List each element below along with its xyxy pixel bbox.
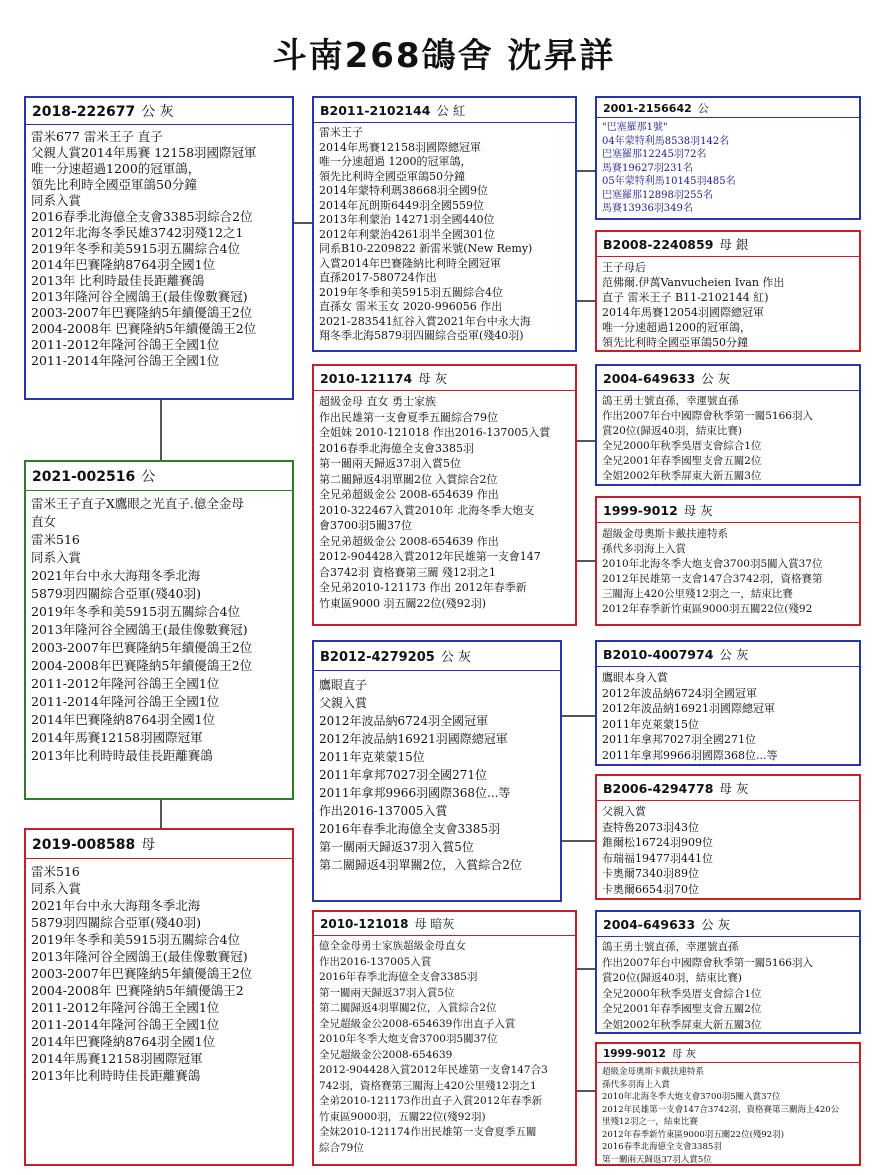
achievement-list (597, 118, 859, 219)
ring-number: B2008-2240859 (603, 237, 714, 252)
achievement-line: 2016春季北海億全支會3385羽綜合2位 (31, 209, 253, 224)
achievement-line: 5879羽四關綜合亞軍(殘40羽) (31, 586, 201, 601)
achievement-line: 04年蒙特利馬8538羽142名 (602, 135, 730, 147)
achievement-line: 全兄超級金公2008-654639作出直子入賞 (319, 1017, 516, 1030)
achievement-line: 2011年克萊蒙15位 (319, 750, 425, 764)
achievement-line: 全兄2000年秋季吳厝支會綜合1位 (602, 440, 762, 452)
ring-number: 2010-121174 (320, 371, 413, 386)
achievement-line: 2003-2007年巴賽隆納5年續優鴿王2位 (31, 640, 253, 655)
achievement-line: 全姐妹 2010-121018 作出2016-137005入賞 (319, 426, 551, 439)
achievement-line: 第二關歸返4羽單關2位，入賞綜合2位 (319, 858, 522, 872)
achievement-line: 2014年巴賽隆納8764羽全國1位 (31, 257, 216, 272)
achievement-line: 2016春季北海億全支會3385羽 (602, 1142, 722, 1152)
pedigree-box-dam-great-grandsire (595, 640, 861, 766)
achievement-line: 2019年冬季和美5915羽五關綜合4位 (31, 604, 241, 619)
ring-number: 2001-2156642 (603, 102, 692, 115)
achievement-line: 2012年春季新竹東區9000羽五關22位(殘92羽) (602, 1129, 785, 1140)
achievement-line: 雷米王子 (319, 126, 363, 139)
achievement-line: 會3700羽5關37位 (319, 519, 412, 532)
achievement-line: 查特魯2073羽43位 (602, 820, 699, 834)
achievement-line: 2021-283541紅谷入賞2021年台中永大海 (319, 314, 531, 328)
achievement-line: 孫代多羽海上入賞 (602, 1079, 671, 1090)
achievement-line: 竹東區9000羽，五關22位(殘92羽) (319, 1110, 486, 1123)
achievement-line: 領先比利時全國亞軍鴿50分鐘 (31, 177, 197, 192)
achievement-line: 作出2007年台中國際會秋季第一關5166羽入 (602, 956, 813, 969)
achievement-line: 2011-2012年隆河谷鴿王全國1位 (31, 337, 220, 352)
achievement-line: 超級金母奧斯卡戴扶連特系 (602, 528, 728, 540)
achievement-line: 2016年春季北海億全支會3385羽 (319, 971, 478, 983)
page-title: 斗南268鴿舍 沈昇詳 (272, 36, 616, 76)
achievement-line: 巴塞羅那12898羽255名 (602, 189, 713, 201)
achievement-line: 2012年波品納6724羽全國冠軍 (319, 714, 489, 728)
ring-number: 2018-222677 (32, 104, 136, 120)
achievement-line: 竹東區9000 羽五關22位(殘92羽) (319, 596, 487, 610)
achievement-line: 領先比利時全國亞軍鴿50分鐘 (319, 169, 465, 183)
pedigree-box-grandsire (312, 96, 577, 352)
achievement-line: 作出2007年台中國際會秋季第一關5166羽入 (602, 410, 813, 422)
achievement-line: 2011年克萊蒙15位 (602, 717, 699, 731)
achievement-line: 2012年利蒙治4261羽半全國301位 (319, 227, 495, 241)
achievement-line: 2014年巴賽隆納8764羽全國1位 (31, 712, 216, 727)
achievement-line: 2012年北海冬季民雄3742羽殘12之1 (31, 225, 244, 240)
achievement-line: 第二關歸返4羽單關2位 入賞綜合2位 (319, 472, 498, 486)
achievement-line: 翔冬季北海5879羽四關綜合亞軍(殘40羽) (319, 329, 524, 342)
pedigree-box-great-granddam-2 (595, 496, 861, 626)
connector-line (160, 800, 162, 828)
achievement-line: 2010年北海冬季大炮支會3700羽5關入賞37位 (602, 1092, 781, 1102)
achievement-line: 賞20位(歸返40羽，結束比賽) (602, 425, 742, 437)
pedigree-box-dam-dam-dam (595, 1042, 861, 1166)
sex-color: 母 灰 (671, 1048, 697, 1060)
achievement-line: 2003-2007年巴賽隆納5年續優鴿王2位 (31, 305, 253, 320)
achievement-line: 唯一分速超過 1200的冠軍鴿， (319, 155, 472, 168)
sex-color: 公 (697, 102, 709, 115)
achievement-line: 巴塞羅那12245羽72名 (602, 149, 707, 160)
achievement-line: 2019年冬季和美5915羽五關綜合4位 (31, 932, 241, 947)
achievement-line: 父親入賞 (319, 696, 368, 710)
achievement-line: 超級金母奧斯卡戴扶連特系 (602, 1067, 705, 1077)
achievement-line: 三關海上420公里殘12羽之一，結束比賽 (602, 588, 793, 600)
achievement-list (597, 391, 859, 486)
achievement-list (597, 257, 859, 352)
pedigree-box-dam-dam-sire (595, 910, 861, 1034)
achievement-line: 2013年隆河谷全國鴿王(最佳像數賽冠) (31, 949, 248, 964)
sex-color: 公 紅 (436, 103, 466, 118)
sex-color: 公 灰 (440, 650, 471, 665)
ring-number: 2004-649633 (603, 371, 696, 386)
achievement-line: 超級金母 直女 勇士家族 (319, 395, 436, 408)
pedigree-box-subject (24, 460, 294, 800)
achievement-line: 賞20位(歸返40羽，結束比賽) (602, 972, 742, 984)
achievement-line: 全兄弟超級金公 2008-654639 作出 (319, 534, 499, 548)
connector-line (577, 440, 595, 442)
achievement-line: 2012-904428入賞2012年民雄第一支會147 (319, 550, 541, 563)
achievement-line: 鷹眼本身入賞 (602, 671, 668, 684)
achievement-line: 直孫女 雷米玉女 2020-996056 作出 (319, 300, 503, 313)
achievement-line: 05年蒙特利馬10145羽485名 (602, 176, 736, 187)
achievement-list (314, 123, 575, 347)
pedigree-box-dam-sire (312, 640, 562, 902)
achievement-line: 2013年隆河谷全國鴿王(最佳像數賽冠) (31, 289, 248, 304)
pedigree-box-dam-dam (312, 910, 577, 1166)
achievement-line: 2013年利蒙治 14271羽全國440位 (319, 213, 495, 226)
achievement-line: 2013年比利時時最佳長距離賽鴿 (31, 748, 213, 763)
achievement-line: 雷米516 (31, 532, 80, 547)
achievement-line: 2012年民雄第一支會147合3742羽，資格賽第 (602, 573, 823, 585)
achievement-line: 2019年冬季和美5915羽五關綜合4位 (319, 285, 503, 299)
achievement-line: 5879羽四關綜合亞軍(殘40羽) (31, 915, 201, 930)
sex-color: 母 (141, 837, 156, 853)
achievement-line: 馬賽19627羽231名 (602, 162, 693, 174)
achievement-line: 父親入賞 (602, 805, 646, 818)
achievement-line: 2014年馬賽12158羽國際總冠軍 (319, 140, 481, 154)
achievement-line: 2016年春季北海億全支會3385羽 (319, 822, 501, 836)
achievement-line: 王子母后 (602, 261, 646, 274)
achievement-line: 2011年拿邦9966羽國際368位...等 (602, 748, 778, 762)
achievement-line: 卡奧爾6654羽70位 (602, 882, 699, 896)
achievement-line: 2011年拿邦7027羽全國271位 (319, 768, 487, 782)
sex-color: 公 (141, 469, 156, 485)
achievement-line: 2011年拿邦9966羽國際368位...等 (319, 786, 511, 800)
achievement-line: 億全金母勇士家族超級金母直女 (319, 940, 466, 952)
achievement-line: 2011-2014年隆河谷鴿王全國1位 (31, 1017, 220, 1032)
achievement-line: 全兄2001年春季國聖支會五關2位 (602, 455, 762, 467)
achievement-line: 同系入賞 (31, 193, 82, 208)
pedigree-box-great-grandsire (595, 96, 861, 220)
achievement-line: 作出2016-137005入賞 (319, 955, 432, 968)
sex-color: 母 灰 (418, 371, 448, 386)
achievement-list (597, 667, 859, 766)
achievement-line: 全姐2002年秋季屏東大新五關3位 (602, 470, 762, 482)
achievement-line: 錐爾松16724羽909位 (602, 836, 713, 849)
ring-number: 2021-002516 (32, 469, 136, 485)
achievement-line: 全兄超級金公2008-654639 (319, 1048, 453, 1061)
ring-number: 2019-008588 (32, 837, 136, 853)
achievement-list (597, 801, 859, 900)
achievement-line: 直孫2017-580724作出 (319, 271, 437, 284)
achievement-line: 鴿王勇士號直孫，幸運號直孫 (602, 941, 739, 953)
pedigree-box-great-grandsire-2 (595, 364, 861, 486)
achievement-line: 2010年北海冬季大炮支會3700羽5關入賞37位 (602, 558, 823, 570)
achievement-line: 全兄弟超級金公 2008-654639 作出 (319, 488, 499, 501)
achievement-line: 2014年巴賽隆納8764羽全國1位 (31, 1034, 216, 1049)
achievement-line: 全兄2001年春季國聖支會五關2位 (602, 1003, 762, 1015)
achievement-list (314, 391, 575, 614)
achievement-line: 同系入賞 (31, 881, 82, 896)
achievement-line: 全姐2002年秋季屏東大新五關3位 (602, 1018, 762, 1031)
ring-number: 2004-649633 (603, 917, 696, 932)
achievement-line: 2004-2008年巴賽隆納5年續優鴿王2位 (31, 658, 253, 673)
achievement-line: 2012年波品納16921羽國際總冠軍 (319, 732, 508, 746)
achievement-line: 2011年拿邦7027羽全國271位 (602, 733, 756, 746)
achievement-line: 第一關兩天歸返37羽入賞5位 (319, 840, 474, 854)
achievement-line: 2016春季北海億全支會3385羽 (319, 441, 474, 455)
achievement-line: 雷米王子直子X鷹眼之光直子.億全金母 (31, 496, 244, 511)
achievement-line: 2011-2012年隆河谷鴿王全國1位 (31, 1000, 220, 1015)
sex-color: 母 銀 (719, 237, 749, 252)
achievement-line: 布瑞福19477羽441位 (602, 851, 713, 865)
achievement-line: 領先比利時全國亞軍鴿50分鐘 (602, 336, 748, 349)
achievement-line: 2013年比利時時佳長距離賽鴿 (31, 1068, 201, 1083)
achievement-list (26, 859, 292, 1088)
sex-color: 公 灰 (141, 104, 174, 120)
achievement-line: 馬賽13936羽349名 (602, 203, 693, 214)
achievement-line: 里殘12羽之一，結束比賽 (602, 1117, 698, 1127)
achievement-line: 2011-2014年隆河谷鴿王全國1位 (31, 353, 220, 368)
achievement-list (597, 1063, 859, 1166)
connector-line (577, 560, 595, 562)
achievement-line: 唯一分速超過1200的冠軍鴿， (602, 321, 751, 334)
achievement-line: 2012年民雄第一支會147合3742羽，資格賽第三關海上420公 (602, 1104, 840, 1115)
achievement-line: 直子 雷米王子 B11-2102144 紅) (602, 291, 769, 304)
achievement-line: 全弟2010-121173作出直子入賞2012年春季新 (319, 1095, 543, 1107)
achievement-line: 2010年冬季大炮支會3700羽5關37位 (319, 1033, 498, 1045)
achievement-line: 2014年蒙特利瑪38668羽全國9位 (319, 184, 488, 197)
achievement-line: 全妹2010-121174作出民雄第一支會夏季五關 (319, 1126, 537, 1138)
achievement-list (26, 491, 292, 769)
ring-number: B2011-2102144 (320, 103, 431, 118)
achievement-line: 2011-2012年隆河谷鴿王全國1位 (31, 676, 220, 691)
sex-color: 公 灰 (719, 647, 749, 662)
achievement-line: 全兄2000年秋季吳厝支會綜合1位 (602, 987, 762, 1000)
achievement-line: 2014年瓦朗斯6449羽全國559位 (319, 198, 484, 212)
ring-number: 2010-121018 (320, 917, 409, 931)
achievement-list (597, 937, 859, 1034)
achievement-line: 2014年馬賽12158羽國際冠軍 (31, 730, 203, 745)
achievement-line: 綜合79位 (319, 1141, 364, 1154)
achievement-line: 同系B10-2209822 新雷米號(New Remy) (319, 242, 533, 255)
pedigree-box-dam-great-granddam (595, 774, 861, 900)
ring-number: B2010-4007974 (603, 647, 714, 662)
connector-line (562, 840, 595, 842)
ring-number: B2012-4279205 (320, 650, 435, 665)
achievement-line: 范佛爾.伊萬Vanvucheien Ivan 作出 (602, 276, 785, 289)
achievement-line: 2003-2007年巴賽隆納5年續優鴿王2位 (31, 966, 253, 981)
connector-line (160, 400, 162, 460)
achievement-line: 直女 (31, 514, 57, 529)
achievement-line: 2012-904428入賞2012年民雄第一支會147合3 (319, 1064, 548, 1076)
achievement-line: "巴塞羅那1號" (602, 122, 668, 133)
sex-color: 母 灰 (719, 781, 749, 796)
achievement-line: 作出2016-137005入賞 (319, 804, 448, 818)
achievement-line: 作出民雄第一支會夏季五關綜合79位 (319, 410, 498, 424)
achievement-line: 合3742羽 資格賽第三關 殘12羽之1 (319, 565, 496, 579)
achievement-line: 2012年春季新竹東區9000羽五關22位(殘92 (602, 603, 813, 615)
pedigree-box-dam (24, 828, 294, 1166)
achievement-list (314, 936, 575, 1159)
achievement-line: 鷹眼直子 (319, 678, 368, 692)
achievement-line: 2014年馬賽12054羽國際總冠軍 (602, 306, 764, 319)
achievement-line: 父親人賞2014年馬賽 12158羽國際冠軍 (31, 145, 257, 160)
achievement-line: 入賞2014年巴賽隆納比利時全國冠軍 (319, 256, 501, 270)
connector-line (562, 715, 595, 717)
achievement-line: 2004-2008年 巴賽隆納5年續優鴿王2位 (31, 321, 257, 336)
achievement-line: 雷米677 雷米王子 直子 (31, 129, 163, 144)
achievement-line: 2013年 比利時最佳長距離賽鴿 (31, 273, 205, 288)
achievement-line: 2021年台中永大海翔冬季北海 (31, 898, 201, 913)
achievement-line: 同系入賞 (31, 550, 82, 565)
achievement-list (314, 671, 560, 879)
achievement-list (597, 523, 859, 621)
ring-number: B2006-4294778 (603, 781, 714, 796)
achievement-line: 2021年台中永大海翔冬季北海 (31, 568, 201, 583)
achievement-line: 鴿王勇士號直孫，幸運號直孫 (602, 395, 739, 407)
achievement-line: 全兄弟2010-121173 作出 2012年春季新 (319, 581, 527, 594)
achievement-line: 2010-322467入賞2010年 北海冬季大炮支 (319, 503, 535, 517)
achievement-line: 2012年波品納16921羽國際總冠軍 (602, 702, 775, 715)
achievement-line: 雷米516 (31, 864, 80, 879)
pedigree-box-granddam (312, 364, 577, 626)
achievement-line: 2019年冬季和美5915羽五關綜合4位 (31, 241, 241, 256)
ring-number: 1999-9012 (603, 1048, 666, 1060)
sex-color: 公 灰 (701, 371, 731, 386)
achievement-line: 742羽，資格賽第三關海上420公里殘12羽之1 (319, 1079, 537, 1092)
sex-color: 公 灰 (701, 917, 731, 932)
achievement-line: 2013年隆河谷全國鴿王(最佳像數賽冠) (31, 622, 248, 637)
achievement-line: 2004-2008年 巴賽隆納5年續優鴿王2 (31, 983, 244, 998)
achievement-line: 卡奧爾7340羽89位 (602, 867, 699, 880)
achievement-list (26, 125, 292, 373)
achievement-line: 第一關兩天歸返37羽入賞5位 (319, 457, 461, 470)
ring-number: 1999-9012 (603, 503, 678, 518)
achievement-line: 2011-2014年隆河谷鴿王全國1位 (31, 694, 220, 709)
achievement-line: 唯一分速超過1200的冠軍鴿， (31, 161, 201, 176)
pedigree-box-sire (24, 96, 294, 400)
achievement-line: 第二關歸返4羽單關2位，入賞綜合2位 (319, 1002, 497, 1014)
pedigree-box-great-granddam (595, 230, 861, 352)
achievement-line: 孫代多羽海上入賞 (602, 543, 686, 555)
sex-color: 母 暗灰 (414, 917, 455, 931)
achievement-line: 2012年波品納6724羽全國冠軍 (602, 686, 757, 700)
achievement-line: 2014年馬賽12158羽國際冠軍 (31, 1051, 203, 1066)
achievement-line: 第一關兩天歸返37羽入賞5位 (602, 1154, 712, 1165)
achievement-line: 第一關兩天歸返37羽入賞5位 (319, 986, 455, 999)
sex-color: 母 灰 (683, 503, 713, 518)
